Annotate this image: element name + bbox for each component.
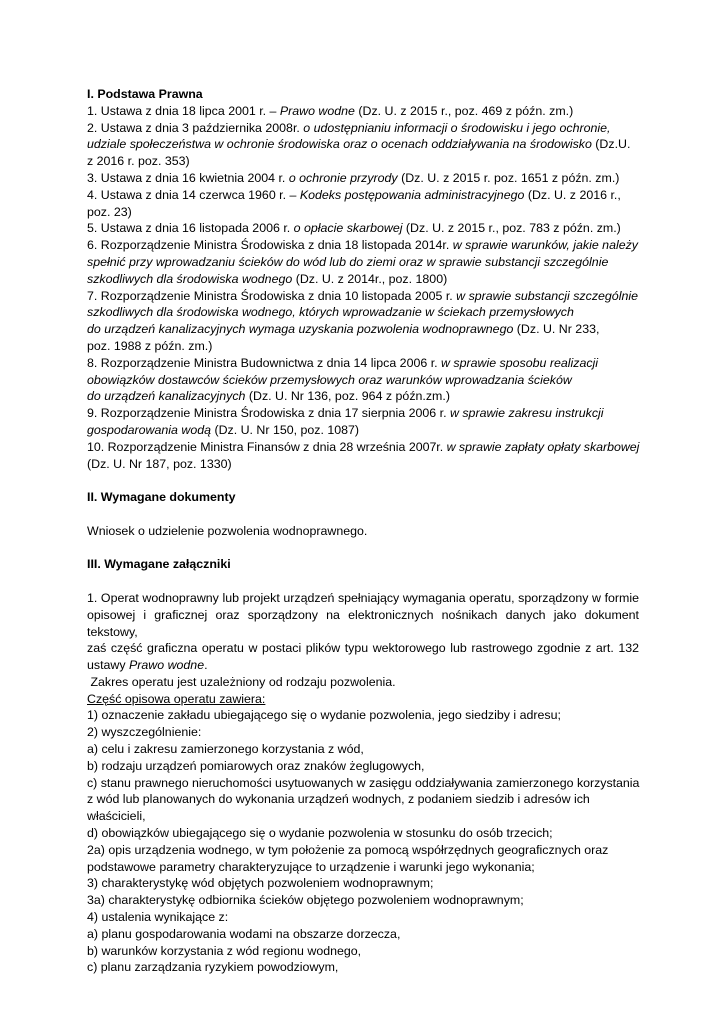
spacer [87,506,639,523]
text-span: (Dz. U. Nr 187, poz. 1330) [87,456,232,471]
legal-basis-line [87,304,639,321]
text-span: (Dz. U. Nr 233, [513,322,600,337]
spacer [87,573,639,590]
italic-span: w sprawie substancji szczególnie [456,288,638,303]
legal-basis-line [87,237,639,254]
legal-basis-line [87,321,639,338]
legal-basis-line [87,288,639,305]
description-item: a) celu i zakresu zamierzonego korzystania z wód, [87,742,364,757]
legal-basis-line [87,388,639,405]
legal-basis-line [87,372,639,389]
description-item: 3) charakterystykę wód objętych pozwoleniem wodnoprawnym; [87,876,434,891]
italic-span: obowiązków dostawców ścieków przemysłowych oraz warunków wprowadzania ścieków [87,372,572,387]
text-span: ustawy [87,658,130,673]
description-item: właścicieli, [87,809,146,824]
legal-basis-line [87,153,639,170]
text-span: (Dz. U. Nr 150, poz. 1087) [211,422,360,437]
description-item: b) warunków korzystania z wód regionu wodnego, [87,943,362,958]
italic-span: w sprawie sposobu realizacji [441,355,599,370]
section-heading-required-attachments: III. Wymagane załączniki [87,557,231,572]
text-span: 8. Rozporządzenie Ministra Budownictwa z dnia 14 lipca 2006 r. [87,355,442,370]
legal-basis-line [87,220,639,237]
text-span: (Dz. U. z 2015 r., poz. 469 z późn. zm.) [354,103,574,118]
description-items-list [87,707,639,976]
description-item: z wód lub planowanych do wykonania urządzeń wodnych, z podaniem siedzib i adresów ich [87,792,590,807]
italic-span: udziale społeczeństwa w ochronie środowiska oraz o ocenach oddziaływania na środowisko [87,137,592,152]
text-span: z 2016 r. poz. 353) [87,154,190,169]
text-span: 10. Rozporządzenie Ministra Finansów z dnia 28 września 2007r. [87,439,447,454]
description-item: 4) ustalenia wynikające z: [87,910,229,925]
italic-span: o udostępnianiu informacji o środowisku i jego ochronie, [303,120,611,135]
legal-basis-line [87,204,639,221]
section-heading-required-documents: II. Wymagane dokumenty [87,490,236,505]
attachment-paragraph-line: 1. Operat wodnoprawny lub projekt urządzeń spełniający wymagania operatu, sporządzony w formie [87,590,639,605]
legal-basis-line [87,439,639,456]
attachment-paragraph-line: zaś część graficzna operatu w postaci plików typu wektorowego lub rastrowego zgodnie z art. 132 [87,641,639,656]
description-item: 3a) charakterystykę odbiornika ścieków objętego pozwoleniem wodnoprawnym; [87,893,524,908]
text-span: 7. Rozporządzenie Ministra Środowiska z dnia 10 listopada 2005 r. [87,288,457,303]
italic-span: do urządzeń kanalizacyjnych wymaga uzyskania pozwolenia wodnoprawnego [87,322,514,337]
legal-basis-line [87,187,639,204]
text-span: . [204,658,208,673]
description-heading: Część opisowa operatu zawiera: [87,691,266,706]
description-item: 1) oznaczenie zakładu ubiegającego się o wydanie pozwolenia, jego siedziby i adresu; [87,708,561,723]
legal-basis-line [87,456,639,473]
text-span: (Dz. U. z 2016 r., [524,187,621,202]
legal-basis-line [87,103,639,120]
italic-span: o opłacie skarbowej [293,221,403,236]
description-item: podstawowe parametry charakteryzujące to urządzenie i warunki jego wykonania; [87,859,535,874]
attachment-paragraph-last-line [87,657,639,674]
italic-span: spełnić przy wprowadzaniu ścieków do wód lub do ziemi oraz w sprawie substancji szczególnie [87,254,609,269]
description-item: a) planu gospodarowania wodami na obszarze dorzecza, [87,926,401,941]
required-documents-text: Wniosek o udzielenie pozwolenia wodnoprawnego. [87,523,368,538]
italic-span: Prawo wodne [129,658,205,673]
italic-span: w sprawie zapłaty opłaty skarbowej [446,439,640,454]
italic-span: Kodeks postępowania administracyjnego [299,187,525,202]
text-span: 5. Ustawa z dnia 16 listopada 2006 r. [87,221,294,236]
spacer [87,472,639,489]
italic-span: w sprawie warunków, jakie należy [452,238,638,253]
text-span: (Dz. U. z 2014r., poz. 1800) [292,271,448,286]
description-item: d) obowiązków ubiegającego się o wydanie pozwolenia w stosunku do osób trzecich; [87,826,553,841]
text-span: poz. 23) [87,204,132,219]
text-span: (Dz.U. [591,137,631,152]
italic-span: Prawo wodne [279,103,355,118]
description-item: 2a) opis urządzenia wodnego, w tym położenie za pomocą współrzędnych geograficznych oraz [87,842,609,857]
legal-basis-list [87,103,639,473]
legal-basis-line [87,271,639,288]
description-item: b) rodzaju urządzeń pomiarowych oraz znaków żeglugowych, [87,758,425,773]
text-span: (Dz. U. z 2015 r. poz. 1651 z późn. zm.) [397,170,620,185]
italic-span: szkodliwych dla środowiska wodnego, których wprowadzanie w ściekach przemysłowych [87,305,574,320]
legal-basis-line [87,254,639,271]
legal-basis-line [87,120,639,137]
text-span: poz. 1988 z późn. zm.) [87,338,213,353]
legal-basis-line [87,170,639,187]
legal-basis-line [87,355,639,372]
italic-span: do urządzeń kanalizacyjnych [87,389,246,404]
text-span: (Dz. U. z 2015 r., poz. 783 z późn. zm.) [402,221,621,236]
text-span: 2. Ustawa z dnia 3 października 2008r. [87,120,304,135]
document-page [87,86,639,976]
section-heading-legal-basis: I. Podstawa Prawna [87,87,203,101]
attachment-paragraph [87,590,639,657]
text-span: 6. Rozporządzenie Ministra Środowiska z dnia 18 listopada 2014r. [87,238,453,253]
spacer [87,540,639,557]
text-span: (Dz. U. Nr 136, poz. 964 z późn.zm.) [245,389,450,404]
attachment-paragraph-line: opisowej i graficznej oraz sporządzony na elektronicznych nośnikach danych jako dokument tekstowy, [87,607,639,639]
legal-basis-line [87,405,639,422]
text-span: 4. Ustawa z dnia 14 czerwca 1960 r. – [87,187,300,202]
description-item: 2) wyszczególnienie: [87,725,202,740]
legal-basis-line [87,338,639,355]
scope-note: Zakres operatu jest uzależniony od rodzaju pozwolenia. [87,674,396,689]
description-item: c) stanu prawnego nieruchomości usytuowanych w zasięgu oddziaływania zamierzonego korzystania [87,775,640,790]
text-span: 1. Ustawa z dnia 18 lipca 2001 r. – [87,103,280,118]
text-span: 9. Rozporządzenie Ministra Środowiska z dnia 17 sierpnia 2006 r. [87,406,450,421]
text-span: 3. Ustawa z dnia 16 kwietnia 2004 r. [87,170,289,185]
italic-span: w sprawie zakresu instrukcji [449,406,604,421]
italic-span: szkodliwych dla środowiska wodnego [87,271,293,286]
legal-basis-line [87,422,639,439]
description-item: c) planu zarządzania ryzykiem powodziowym, [87,960,339,975]
italic-span: o ochronie przyrody [288,170,398,185]
legal-basis-line [87,136,639,153]
italic-span: gospodarowania wodą [87,422,211,437]
